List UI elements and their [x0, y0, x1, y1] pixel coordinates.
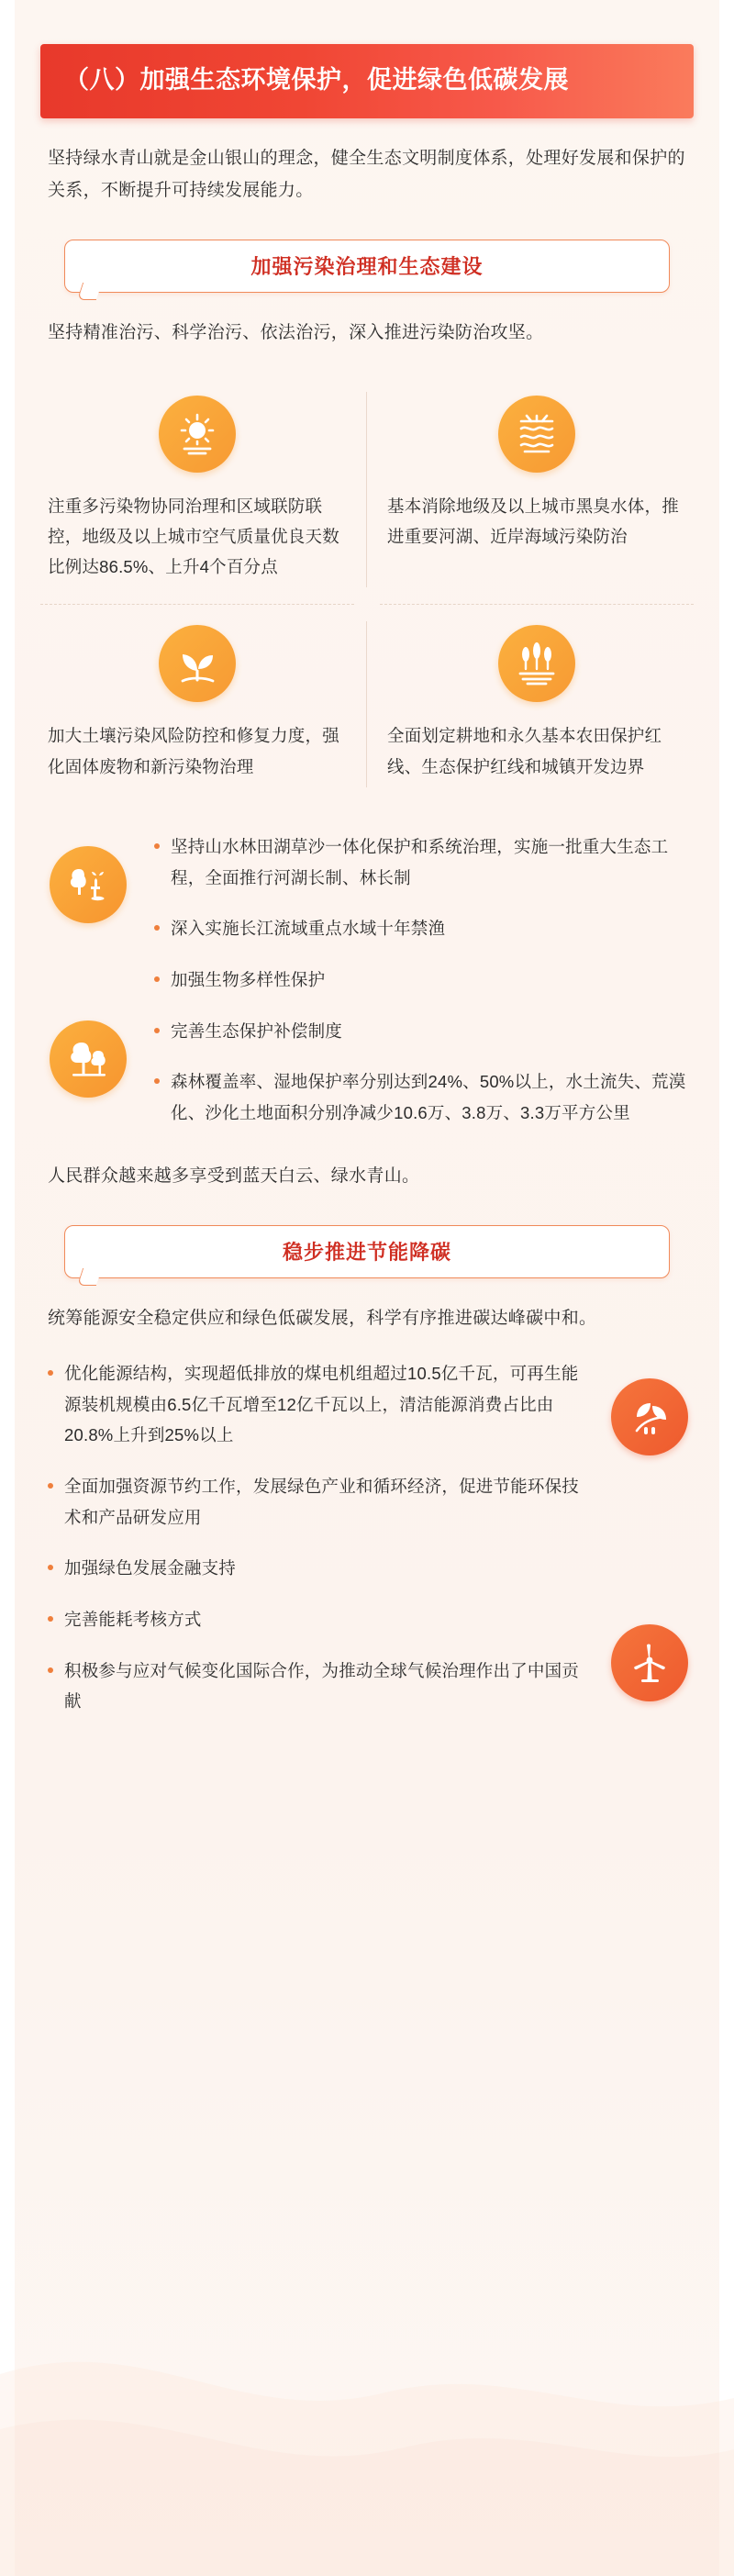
list-item: 完善能耗考核方式	[46, 1604, 585, 1635]
decorative-wave-background	[0, 2099, 734, 2576]
icon-card-grid	[40, 375, 694, 804]
subsection-lead-paragraph-2: 统筹能源安全稳定供应和绿色低碳发展，科学有序推进碳达峰碳中和。	[48, 1308, 597, 1328]
bullet-block-energy	[40, 1358, 694, 1717]
list-item: 优化能源结构，实现超低排放的煤电机组超过10.5亿千瓦，可再生能源装机规模由6.5亿千瓦增至12亿千瓦以上，清洁能源消费占比由20.8%上升到25%以上	[46, 1358, 585, 1451]
section-title: （八）加强生态环境保护，促进绿色低碳发展	[64, 66, 569, 94]
list-item: 深入实施长江流域重点水域十年禁渔	[152, 913, 688, 944]
forest-tree-icon	[50, 1020, 127, 1098]
subsection-heading-text: 加强污染治理和生态建设	[250, 255, 484, 279]
icon-card-text: 注重多污染物协同治理和区域联防联控，地级及以上城市空气质量优良天数比例达86.5%、上升4个百分点	[48, 496, 339, 577]
subsection-heading-text: 稳步推进节能降碳	[282, 1240, 451, 1264]
sun-pollution-icon	[159, 396, 236, 473]
subsection-heading-pollution	[64, 240, 670, 293]
water-wave-icon	[498, 396, 575, 473]
subsection-closing-paragraph: 人民群众越来越多享受到蓝天白云、绿水青山。	[48, 1165, 420, 1186]
bullet-block-ecology	[40, 831, 694, 1129]
list-item: 积极参与应对气候变化国际合作，为推动全球气候治理作出了中国贡献	[46, 1656, 585, 1717]
farmland-icon	[498, 625, 575, 702]
icon-card-text: 基本消除地级及以上城市黑臭水体，推进重要河湖、近岸海域污染防治	[387, 496, 679, 546]
wind-turbine-icon	[611, 1624, 688, 1701]
section-intro-paragraph: 坚持绿水青山就是金山银山的理念，健全生态文明制度体系，处理好发展和保护的关系，不断提升可持续发展能力。	[48, 149, 685, 201]
list-item: 全面加强资源节约工作，发展绿色产业和循环经济，促进节能环保技术和产品研发应用	[46, 1471, 585, 1533]
icon-card-text: 全面划定耕地和永久基本农田保护红线、生态保护红线和城镇开发边界	[387, 726, 662, 776]
list-item: 森林覆盖率、湿地保护率分别达到24%、50%以上，水土流失、荒漠化、沙化土地面积分别净减少10.6万、3.8万、3.3万平方公里	[152, 1066, 688, 1128]
list-item: 加强绿色发展金融支持	[46, 1553, 585, 1584]
icon-card	[380, 375, 694, 606]
list-item: 坚持山水林田湖草沙一体化保护和系统治理，实施一批重大生态工程，全面推行河湖长制、林长制	[152, 831, 688, 893]
icon-card-text: 加大土壤污染风险防控和修复力度，强化固体废物和新污染物治理	[48, 726, 339, 776]
subsection-lead-paragraph-1: 坚持精准治污、科学治污、依法治污，深入推进污染防治攻坚。	[48, 323, 544, 343]
list-item: 完善生态保护补偿制度	[152, 1016, 688, 1047]
icon-card	[40, 605, 354, 804]
bullet-list-energy	[40, 1358, 694, 1717]
icon-card	[380, 605, 694, 804]
subsection-heading-energy	[64, 1225, 670, 1278]
deer-tree-icon	[50, 846, 127, 923]
icon-card	[40, 375, 354, 606]
bullet-side-icons	[40, 831, 143, 1129]
section-header-banner	[40, 44, 694, 118]
leaf-plug-icon	[611, 1378, 688, 1455]
list-item: 加强生物多样性保护	[152, 965, 688, 996]
soil-sprout-icon	[159, 625, 236, 702]
